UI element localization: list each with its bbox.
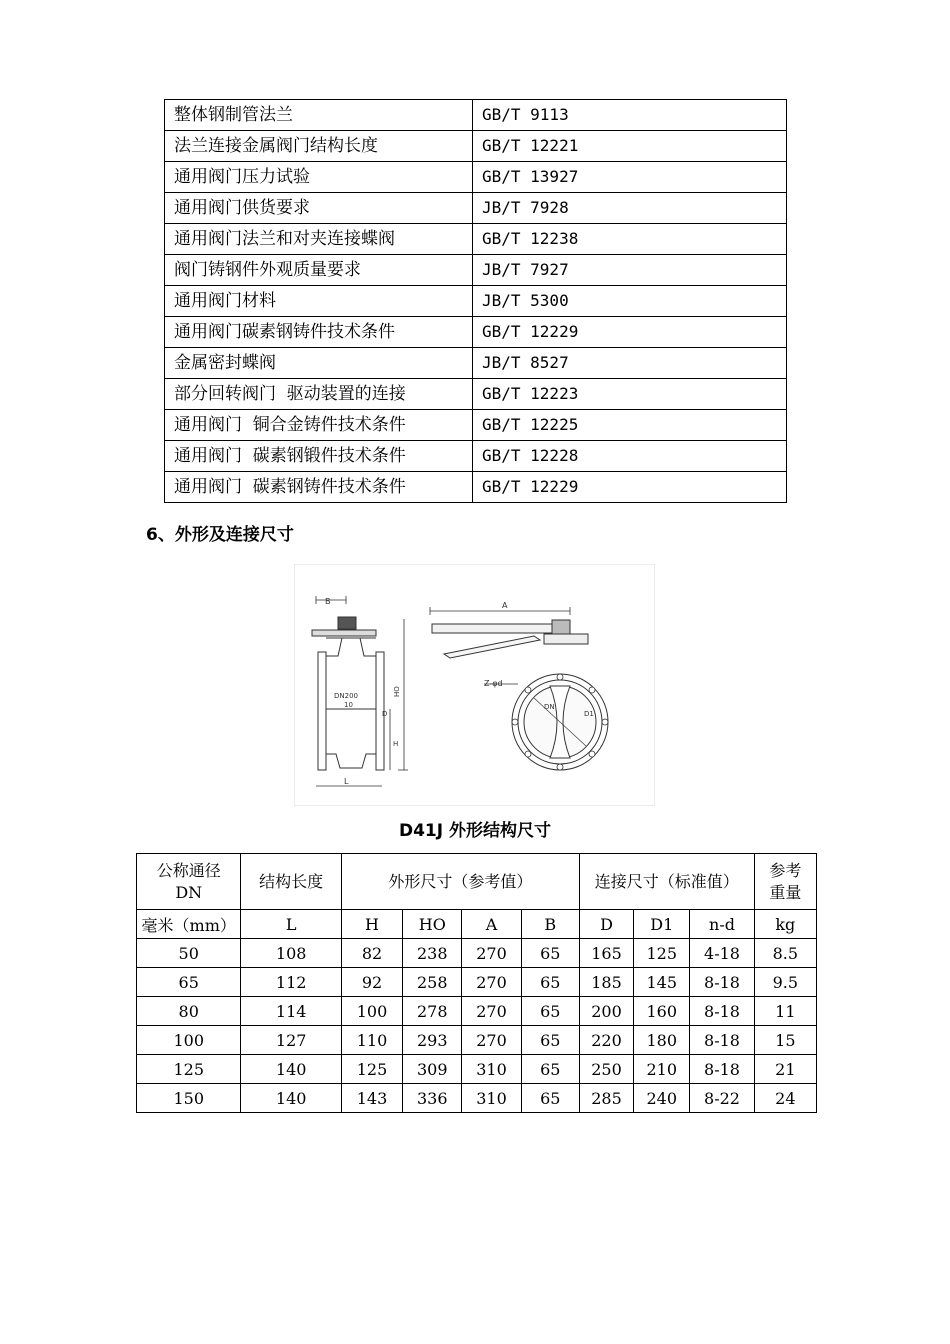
unit-cell: HO <box>403 910 462 939</box>
table-cell: 24 <box>754 1084 816 1113</box>
table-cell: 21 <box>754 1055 816 1084</box>
standard-code: GB/T 13927 <box>473 162 787 193</box>
valve-outline-drawing <box>294 564 655 806</box>
label-DN200: DN200 <box>334 692 358 700</box>
table-row <box>165 472 787 503</box>
table-cell: 145 <box>634 968 690 997</box>
table-cell: 65 <box>521 968 579 997</box>
header-outer: 外形尺寸（参考值） <box>341 854 579 910</box>
section-heading: 6、外形及连接尺寸 <box>146 525 294 545</box>
table-cell: 65 <box>521 1084 579 1113</box>
label-D1: D1 <box>584 710 594 718</box>
table-cell: 250 <box>579 1055 633 1084</box>
table-cell: 100 <box>341 997 402 1026</box>
table-cell: 8-18 <box>690 1055 754 1084</box>
table-row <box>165 286 787 317</box>
unit-cell: H <box>341 910 402 939</box>
unit-cell: kg <box>754 910 816 939</box>
table-cell: 8-18 <box>690 968 754 997</box>
table-row <box>165 441 787 472</box>
standard-code: JB/T 5300 <box>473 286 787 317</box>
table-cell: 82 <box>341 939 402 968</box>
table-row <box>165 131 787 162</box>
table-cell: 285 <box>579 1084 633 1113</box>
standard-code: JB/T 7928 <box>473 193 787 224</box>
table-cell: 8.5 <box>754 939 816 968</box>
standard-name: 金属密封蝶阀 <box>165 348 473 379</box>
unit-cell: D <box>579 910 633 939</box>
table-cell: 185 <box>579 968 633 997</box>
unit-cell: A <box>462 910 521 939</box>
standard-name: 通用阀门 碳素钢锻件技术条件 <box>165 441 473 472</box>
header-weight: 参考 重量 <box>754 854 816 910</box>
table-cell: 200 <box>579 997 633 1026</box>
table-row <box>137 1026 817 1055</box>
label-H: H <box>393 740 399 748</box>
table-cell: 4-18 <box>690 939 754 968</box>
standard-name: 部分回转阀门 驱动装置的连接 <box>165 379 473 410</box>
unit-cell: 毫米（mm） <box>137 910 241 939</box>
standard-name: 通用阀门材料 <box>165 286 473 317</box>
standard-code: JB/T 8527 <box>473 348 787 379</box>
unit-cell: n-d <box>690 910 754 939</box>
table-row <box>165 162 787 193</box>
table-cell: 114 <box>241 997 341 1026</box>
standard-code: GB/T 12238 <box>473 224 787 255</box>
table-cell: 293 <box>403 1026 462 1055</box>
standard-name: 通用阀门供货要求 <box>165 193 473 224</box>
table-cell: 125 <box>137 1055 241 1084</box>
standard-code: GB/T 12229 <box>473 472 787 503</box>
dimension-table <box>136 853 817 1113</box>
table-row <box>165 379 787 410</box>
standard-code: JB/T 7927 <box>473 255 787 286</box>
unit-cell: D1 <box>634 910 690 939</box>
table-row <box>165 224 787 255</box>
table-row <box>165 410 787 441</box>
table-cell: 140 <box>241 1084 341 1113</box>
standard-code: GB/T 12223 <box>473 379 787 410</box>
table-cell: 11 <box>754 997 816 1026</box>
label-B: B <box>325 597 331 606</box>
table-cell: 50 <box>137 939 241 968</box>
table-cell: 112 <box>241 968 341 997</box>
header-length: 结构长度 <box>241 854 341 910</box>
table-cell: 278 <box>403 997 462 1026</box>
table-cell: 336 <box>403 1084 462 1113</box>
table-cell: 238 <box>403 939 462 968</box>
table-row <box>165 317 787 348</box>
table-row <box>165 193 787 224</box>
table-row <box>137 939 817 968</box>
table-cell: 65 <box>521 1026 579 1055</box>
figure-caption: D41J 外形结构尺寸 <box>398 821 551 841</box>
header-conn: 连接尺寸（标准值） <box>579 854 754 910</box>
dim-table-header <box>137 854 817 910</box>
dim-table-units <box>137 910 817 939</box>
standard-code: GB/T 9113 <box>473 100 787 131</box>
table-cell: 210 <box>634 1055 690 1084</box>
standard-name: 通用阀门碳素钢铸件技术条件 <box>165 317 473 348</box>
unit-cell: B <box>521 910 579 939</box>
header-dn: 公称通径 DN <box>137 854 241 910</box>
table-cell: 150 <box>137 1084 241 1113</box>
table-cell: 125 <box>634 939 690 968</box>
standard-name: 整体钢制管法兰 <box>165 100 473 131</box>
table-cell: 310 <box>462 1084 521 1113</box>
standard-name: 通用阀门 铜合金铸件技术条件 <box>165 410 473 441</box>
table-cell: 65 <box>521 1055 579 1084</box>
table-cell: 110 <box>341 1026 402 1055</box>
table-cell: 127 <box>241 1026 341 1055</box>
table-cell: 143 <box>341 1084 402 1113</box>
table-cell: 15 <box>754 1026 816 1055</box>
standard-name: 通用阀门 碳素钢铸件技术条件 <box>165 472 473 503</box>
table-row <box>137 1084 817 1113</box>
table-cell: 9.5 <box>754 968 816 997</box>
table-cell: 65 <box>137 968 241 997</box>
standard-name: 阀门铸钢件外观质量要求 <box>165 255 473 286</box>
table-cell: 240 <box>634 1084 690 1113</box>
table-row <box>137 968 817 997</box>
standard-name: 通用阀门法兰和对夹连接蝶阀 <box>165 224 473 255</box>
standard-code: GB/T 12221 <box>473 131 787 162</box>
standard-code: GB/T 12225 <box>473 410 787 441</box>
table-cell: 270 <box>462 997 521 1026</box>
table-cell: 160 <box>634 997 690 1026</box>
table-cell: 270 <box>462 1026 521 1055</box>
table-cell: 270 <box>462 939 521 968</box>
label-10: 10 <box>344 701 353 709</box>
label-A: A <box>502 601 508 610</box>
table-cell: 180 <box>634 1026 690 1055</box>
table-cell: 92 <box>341 968 402 997</box>
table-cell: 140 <box>241 1055 341 1084</box>
table-cell: 65 <box>521 939 579 968</box>
table-cell: 100 <box>137 1026 241 1055</box>
label-D: D <box>382 710 388 718</box>
table-cell: 125 <box>341 1055 402 1084</box>
table-cell: 8-22 <box>690 1084 754 1113</box>
dim-table-body <box>137 939 817 1113</box>
standard-name: 通用阀门压力试验 <box>165 162 473 193</box>
table-cell: 8-18 <box>690 1026 754 1055</box>
table-row <box>137 1055 817 1084</box>
table-cell: 108 <box>241 939 341 968</box>
table-cell: 80 <box>137 997 241 1026</box>
table-cell: 220 <box>579 1026 633 1055</box>
table-cell: 165 <box>579 939 633 968</box>
standard-code: GB/T 12229 <box>473 317 787 348</box>
label-Zd: Z-φd <box>484 679 503 688</box>
table-cell: 258 <box>403 968 462 997</box>
label-H0: HO <box>393 686 401 697</box>
standards-table <box>164 99 787 503</box>
table-cell: 8-18 <box>690 997 754 1026</box>
standards-table-body <box>165 100 787 503</box>
table-cell: 65 <box>521 997 579 1026</box>
table-cell: 310 <box>462 1055 521 1084</box>
table-row <box>165 255 787 286</box>
table-cell: 270 <box>462 968 521 997</box>
table-row <box>165 348 787 379</box>
standard-name: 法兰连接金属阀门结构长度 <box>165 131 473 162</box>
table-cell: 309 <box>403 1055 462 1084</box>
label-DN: DN <box>544 703 555 711</box>
table-row <box>165 100 787 131</box>
table-row <box>137 997 817 1026</box>
standard-code: GB/T 12228 <box>473 441 787 472</box>
unit-cell: L <box>241 910 341 939</box>
label-L: L <box>344 777 349 786</box>
